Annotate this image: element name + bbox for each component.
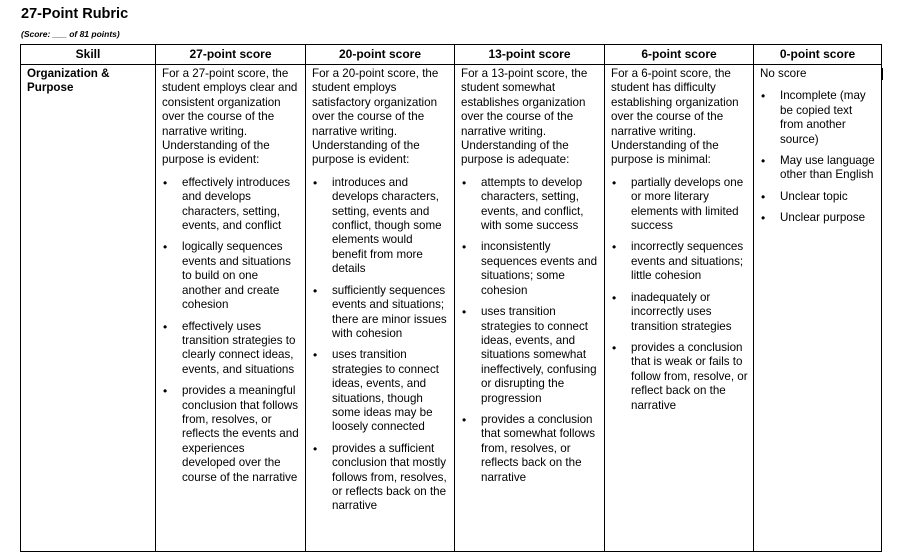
list-item: • sufficiently sequences events and situations; there are minor issues with cohesion bbox=[332, 284, 449, 342]
table-row bbox=[21, 65, 882, 552]
criteria-list bbox=[760, 89, 876, 225]
list-item: • partially develops one or more literary elements with limited success bbox=[631, 176, 748, 234]
list-item: • inadequately or incorrectly uses transition strategies bbox=[631, 291, 748, 334]
list-item: • provides a conclusion that somewhat follows from, resolves, or reflects back on the narrative bbox=[481, 413, 599, 485]
cell-intro: No score bbox=[760, 67, 807, 80]
list-item: • May use language other than English bbox=[780, 154, 876, 183]
list-item: • inconsistently sequences events and situations; some cohesion bbox=[481, 240, 599, 298]
text-cursor bbox=[882, 68, 883, 80]
list-item: • logically sequences events and situations to build on one another and create cohesion bbox=[182, 240, 300, 312]
rubric-table bbox=[20, 44, 882, 552]
skill-label-line1: Organization & bbox=[27, 67, 110, 80]
list-item: • Incomplete (may be copied text from another source) bbox=[780, 89, 876, 147]
cell-intro: For a 13-point score, the student somewhat establishes organization over the course of the narrative writing. Understanding of the purpose is adequate: bbox=[461, 67, 588, 167]
cell-13-point bbox=[455, 65, 605, 552]
list-item: • provides a meaningful conclusion that follows from, resolves, or reflects the events and experiences developed over the course of the narrative bbox=[182, 384, 300, 485]
list-item: • effectively introduces and develops characters, setting, events, and conflict bbox=[182, 176, 300, 234]
skill-cell bbox=[21, 65, 156, 552]
cell-27-point bbox=[156, 65, 306, 552]
cell-20-point bbox=[306, 65, 455, 552]
criteria-list bbox=[461, 176, 599, 485]
criteria-list bbox=[312, 176, 449, 514]
cell-intro: For a 20-point score, the student employs satisfactory organization over the course of the narrative writing. Understanding of the purpose is evident: bbox=[312, 67, 439, 167]
header-13-point: 13-point score bbox=[455, 45, 605, 65]
skill-label-line2: Purpose bbox=[27, 81, 74, 95]
header-row bbox=[21, 45, 882, 65]
list-item: • Unclear topic bbox=[780, 190, 876, 204]
header-27-point: 27-point score bbox=[156, 45, 306, 65]
list-item: • provides a conclusion that is weak or fails to follow from, resolve, or reflect back on the narrative bbox=[631, 341, 748, 413]
cell-intro: For a 6-point score, the student has difficulty establishing organization over the course of the narrative writing. Understanding of the purpose is minimal: bbox=[611, 67, 739, 167]
score-note: (Score: ___ of 81 points) bbox=[21, 29, 120, 39]
list-item: • attempts to develop characters, setting, events, and conflict, with some success bbox=[481, 176, 599, 234]
list-item: • provides a sufficient conclusion that mostly follows from, resolves, or reflects back on the narrative bbox=[332, 442, 449, 514]
criteria-list bbox=[611, 176, 748, 413]
criteria-list bbox=[162, 176, 300, 485]
document-title: 27-Point Rubric bbox=[21, 6, 129, 22]
cell-intro: For a 27-point score, the student employs clear and consistent organization over the course of the narrative writing. Understanding of the purpose is evident: bbox=[162, 67, 298, 167]
list-item: • effectively uses transition strategies to clearly connect ideas, events, and situations bbox=[182, 320, 300, 378]
list-item: • incorrectly sequences events and situations; little cohesion bbox=[631, 240, 748, 283]
header-skill: Skill bbox=[21, 45, 156, 65]
list-item: • Unclear purpose bbox=[780, 211, 876, 225]
cell-0-point bbox=[754, 65, 882, 552]
cell-6-point bbox=[605, 65, 754, 552]
list-item: • uses transition strategies to connect ideas, events, and situations, though some ideas may be loosely connected bbox=[332, 348, 449, 434]
list-item: • introduces and develops characters, setting, events and conflict, though some elements would benefit from more details bbox=[332, 176, 449, 277]
header-20-point: 20-point score bbox=[306, 45, 455, 65]
header-6-point: 6-point score bbox=[605, 45, 754, 65]
header-0-point: 0-point score bbox=[754, 45, 882, 65]
list-item: • uses transition strategies to connect ideas, events, and situations somewhat ineffectively, confusing or disrupting the progression bbox=[481, 305, 599, 406]
